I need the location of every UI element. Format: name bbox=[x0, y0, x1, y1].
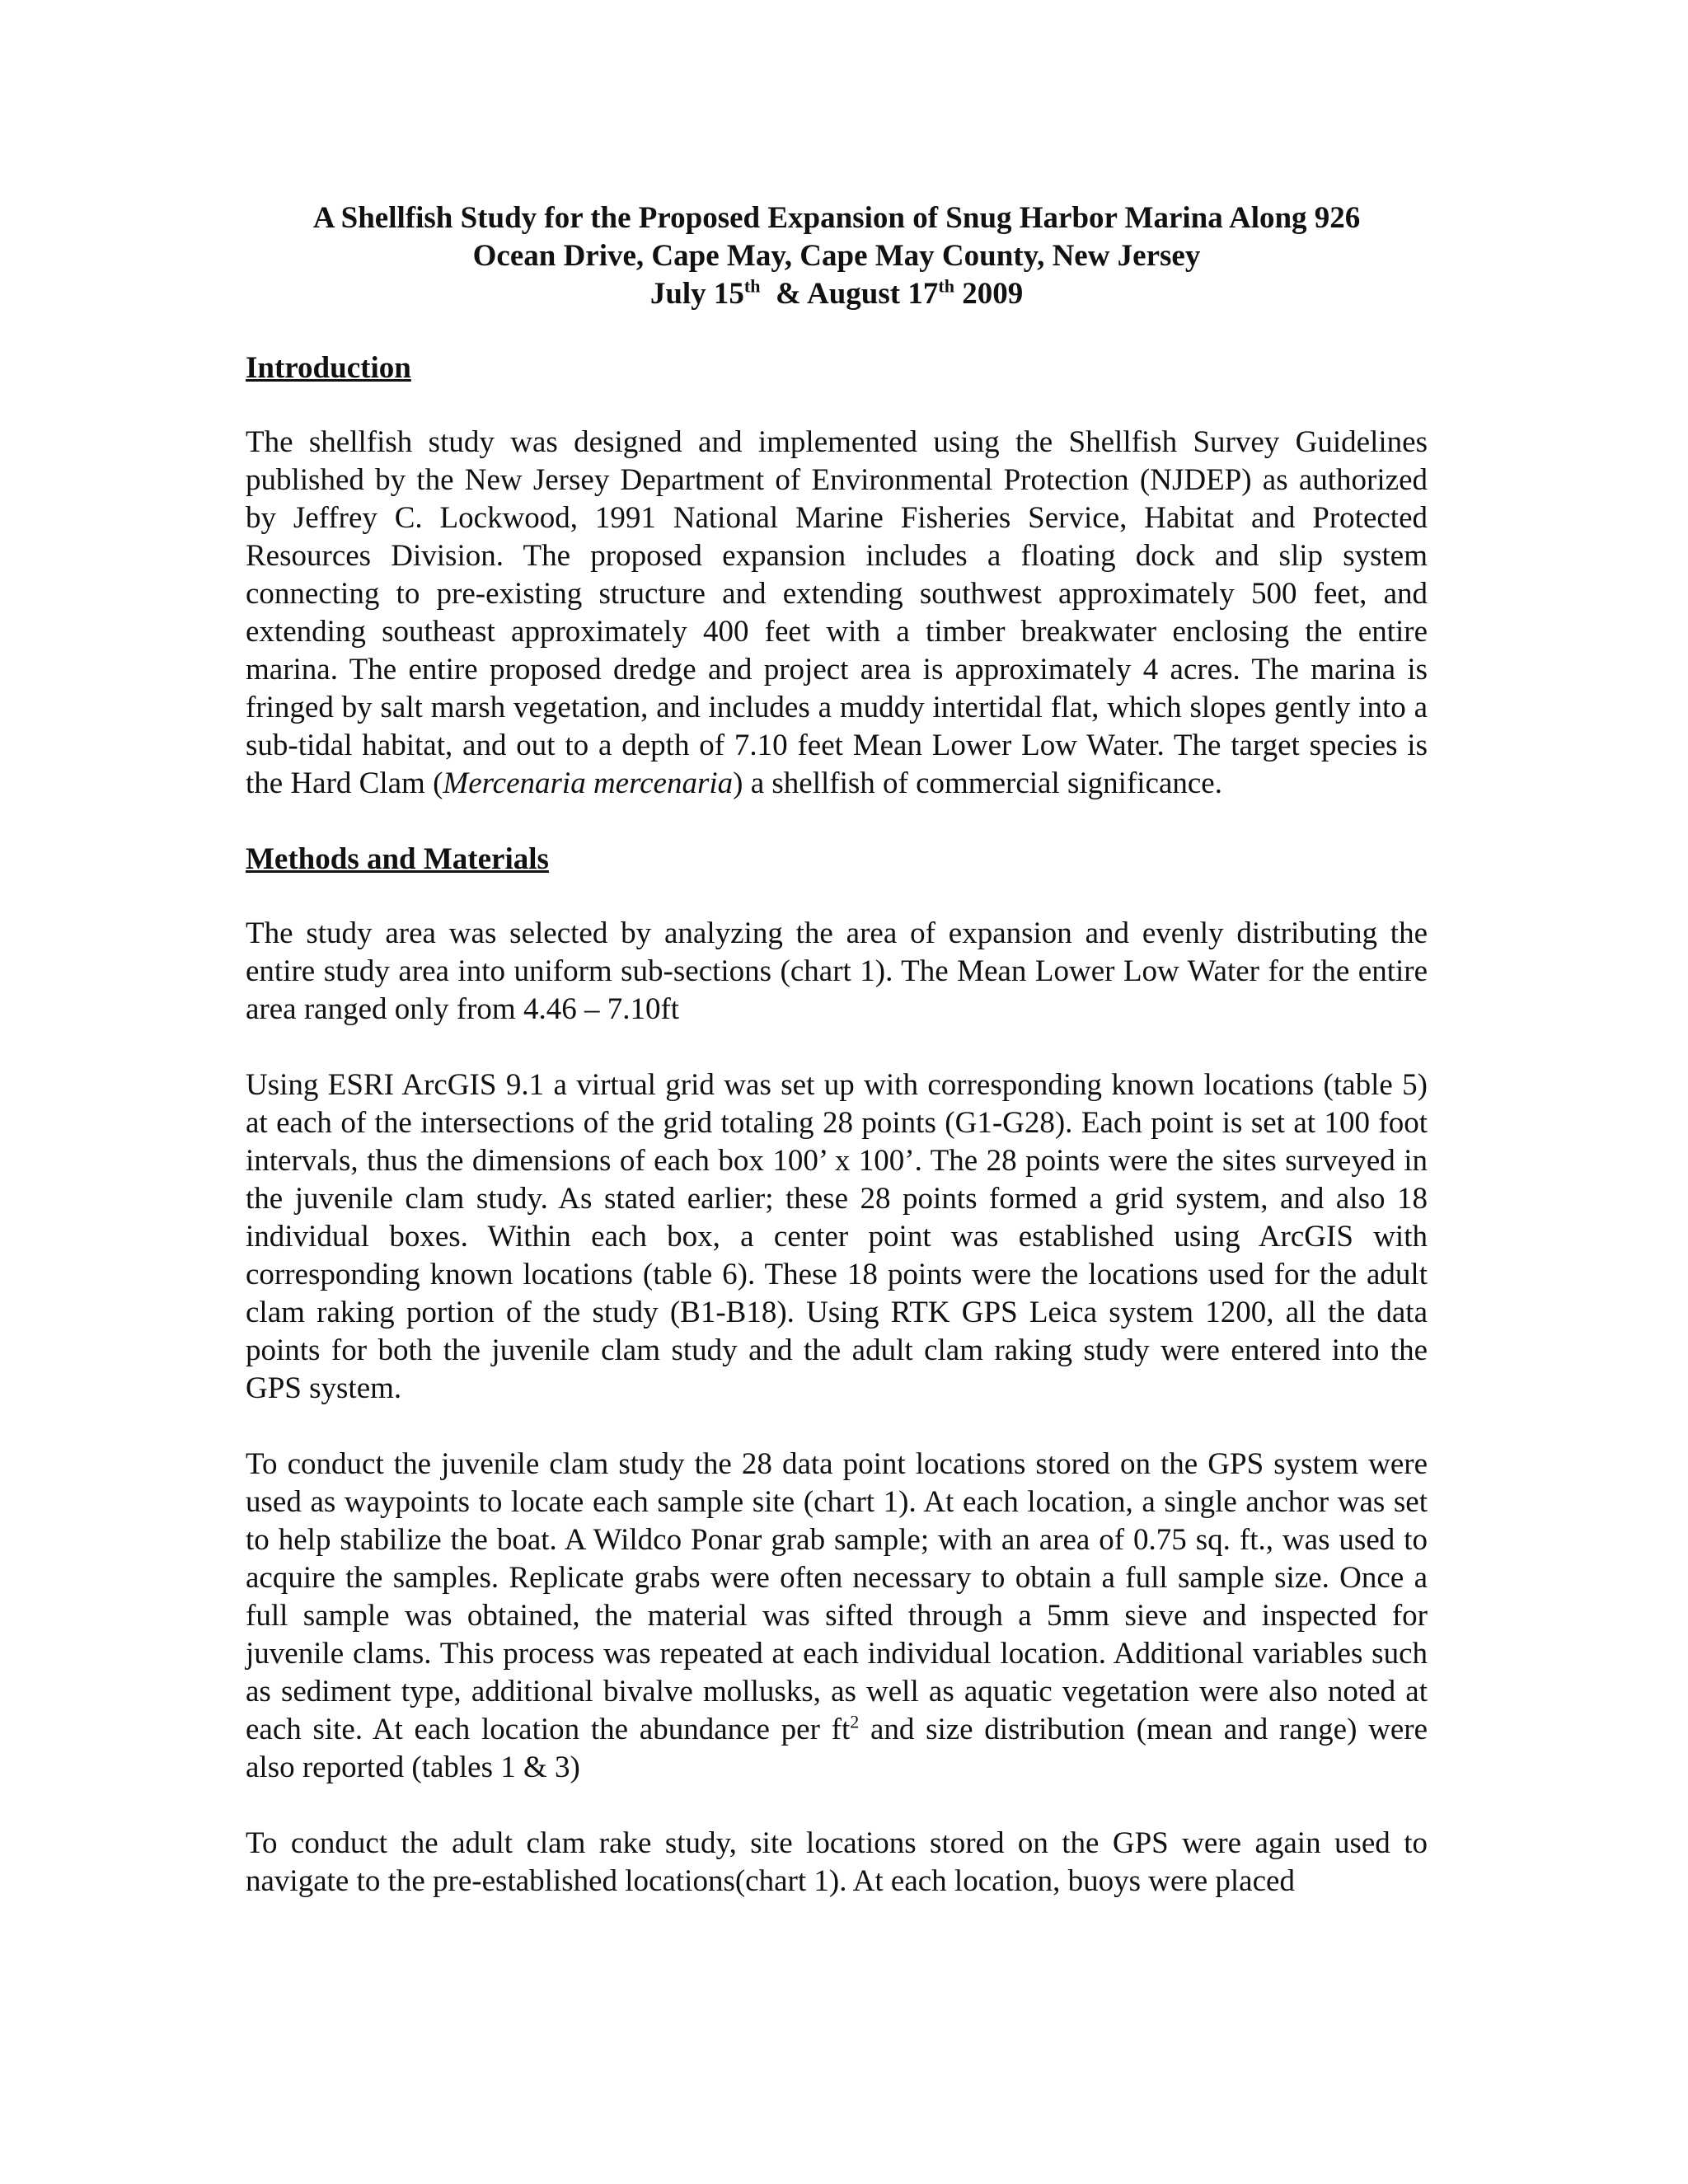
section-heading-methods: Methods and Materials bbox=[246, 842, 549, 876]
methods-paragraph-3 bbox=[246, 1446, 1428, 1787]
methods-paragraph-2: Using ESRI ArcGIS 9.1 a virtual grid was set up with corresponding known locations (table 5) at each of the intersections of the grid totaling 28 points (G1-G28). Each point is set at 100 foot intervals, thus the dimensions of each box 100’ x 100’. The 28 points were the sites surveyed in the juvenile clam study. As stated earlier; these 28 points formed a grid system, and also 18 individual boxes. Within each box, a center point was established using ArcGIS with corresponding known locations (table 6). These 18 points were the locations used for the adult clam raking portion of the study (B1-B18). Using RTK GPS Leica system 1200, all the data points for both the juvenile clam study and the adult clam raking study were entered into the GPS system. bbox=[246, 1068, 1428, 1405]
title-ordinal-suffix: th bbox=[743, 275, 761, 297]
title-line-2: Ocean Drive, Cape May, Cape May County, New Jersey bbox=[472, 239, 1201, 273]
methods-paragraph-4: To conduct the adult clam rake study, site locations stored on the GPS were again used to navigate to the pre-established locations(chart 1). At each location, buoys were placed bbox=[246, 1826, 1428, 1898]
methods-paragraph-1: The study area was selected by analyzing the area of expansion and evenly distributing the entire study area into uniform sub-sections (chart 1). The Mean Lower Low Water for the entire area ranged only from 4.46 – 7.10ft bbox=[246, 916, 1428, 1026]
intro-text: The shellfish study was designed and implemented using the Shellfish Survey Guidelines published by the New Jersey Department of Environmental Protection (NJDEP) as authorized by Jeffrey C. Lockwood, 1991 National Marine Fisheries Service, Habitat and Protected Resources Division. The proposed expansion includes a floating dock and slip system connecting to pre-existing structure and extending southwest approximately 500 feet, and extending southeast approximately 400 feet with a timber breakwater enclosing the entire marina. The entire proposed dredge and project area is approximately 4 acres. The marina is fringed by salt marsh vegetation, and includes a muddy intertidal flat, which slopes gently into a sub-tidal habitat, and out to a depth of 7.10 feet Mean Lower Low Water. The target species is the Hard Clam ( bbox=[246, 425, 1428, 800]
document-title bbox=[246, 199, 1428, 313]
superscript-squared: 2 bbox=[850, 1711, 860, 1732]
title-year: 2009 bbox=[954, 277, 1024, 311]
title-ordinal-suffix: th bbox=[938, 275, 954, 297]
introduction-paragraph bbox=[246, 424, 1428, 803]
methods-p3-text-end: and size distribution (mean and range) were also reported (tables 1 & 3) bbox=[246, 1713, 1428, 1784]
section-heading-introduction: Introduction bbox=[246, 351, 411, 385]
intro-text-end: ) a shellfish of commercial significance. bbox=[733, 766, 1222, 800]
title-date-august: & August 17 bbox=[760, 277, 939, 311]
methods-p3-text: To conduct the juvenile clam study the 28 data point locations stored on the GPS system were used as waypoints to locate each sample site (chart 1). At each location, a single anchor was set to help stabilize the boat. A Wildco Ponar grab sample; with an area of 0.75 sq. ft., was used to acquire the samples. Replicate grabs were often necessary to obtain a full sample size. Once a full sample was obtained, the material was sifted through a 5mm sieve and inspected for juvenile clams. This process was repeated at each individual location. Additional variables such as sediment type, additional bivalve mollusks, as well as aquatic vegetation were also noted at each site. At each location the abundance per ft bbox=[246, 1447, 1428, 1746]
title-date-july: July 15 bbox=[649, 277, 744, 311]
species-name: Mercenaria mercenaria bbox=[443, 766, 734, 800]
title-line-3 bbox=[246, 275, 1428, 313]
title-line-1: A Shellfish Study for the Proposed Expansion of Snug Harbor Marina Along 926 bbox=[312, 201, 1361, 235]
document-page bbox=[246, 199, 1428, 1938]
